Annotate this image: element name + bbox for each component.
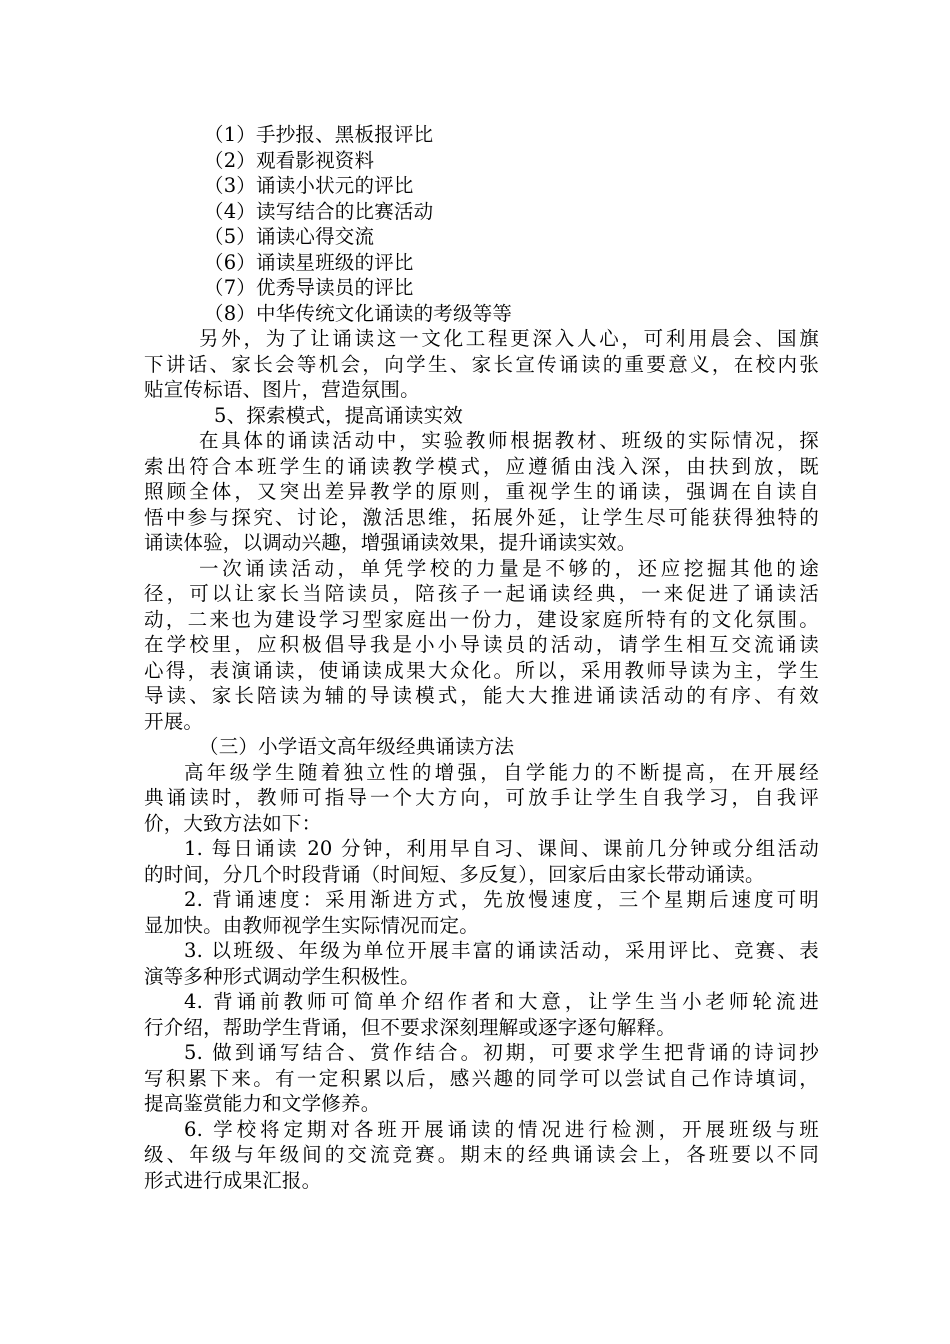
section-heading-5: 5、探索模式，提高诵读实效 [214,403,464,427]
method-item [144,836,819,887]
method-line: 形式进行成果汇报。 [144,1168,322,1192]
method-line: 5. 做到诵写结合、赏作结合。初期，可要求学生把背诵的诗词抄 [184,1041,819,1064]
section-heading-3: （三）小学语文高年级经典诵读方法 [199,735,515,758]
paragraph-mode [144,428,819,556]
paragraph-another [144,326,819,403]
method-line: 行介绍，帮助学生背诵，但不要求深刻理解或逐字逐句解释。 [144,1015,676,1039]
paragraph-once [144,556,819,735]
paragraph-line: 典诵读时，教师可指导一个大方向，可放手让学生自我学习，自我评 [144,786,819,809]
paragraph-line: 高年级学生随着独立性的增强，自学能力的不断提高，在开展经 [184,760,819,784]
method-line: 3. 以班级、年级为单位开展丰富的诵读活动，采用评比、竞赛、表 [184,939,819,962]
method-line: 演等多种形式调动学生积极性。 [144,964,420,988]
document-body [144,122,819,1193]
activity-list [144,122,819,326]
method-line: 的时间，分几个时段背诵（时间短、多反复），回家后由家长带动诵读。 [144,862,765,886]
list-item: （1）手抄报、黑板报评比 [204,123,434,146]
method-item [144,1040,819,1117]
paragraph-line: 照顾全体，又突出差异教学的原则，重视学生的诵读，强调在自读自 [144,480,819,503]
paragraph-line: 动，二来也为建设学习型家庭出一份力，建设家庭所特有的文化氛围。 [144,607,819,631]
method-item [144,887,819,938]
paragraph-line: 索出符合本班学生的诵读教学模式，应遵循由浅入深，由扶到放，既 [144,454,819,478]
list-item: （5）诵读心得交流 [204,225,375,248]
list-item: （3）诵读小状元的评比 [204,174,414,197]
list-item: （8）中华传统文化诵读的考级等等 [204,301,513,325]
method-list [144,836,819,1193]
paragraph-line: 另外，为了让诵读这一文化工程更深入人心，可利用晨会、国旗 [199,327,819,350]
method-item [144,1117,819,1194]
method-line: 6. 学校将定期对各班开展诵读的情况进行检测，开展班级与班 [184,1117,819,1141]
method-line: 提高鉴赏能力和文学修养。 [144,1092,381,1115]
paragraph-line: 径，可以让家长当陪读员，陪孩子一起诵读经典，一来促进了诵读活 [144,582,819,605]
paragraph-line: 价，大致方法如下： [144,811,322,835]
method-line: 写积累下来。有一定积累以后，感兴趣的同学可以尝试自己作诗填词， [144,1066,819,1090]
paragraph-line: 悟中参与探究、讨论，激活思维，拓展外延，让学生尽可能获得独特的 [144,505,819,529]
method-line: 级、年级与年级间的交流竞赛。期末的经典诵读会上，各班要以不同 [144,1143,819,1166]
method-line: 1. 每日诵读 20 分钟，利用早自习、课间、课前几分钟或分组活动 [184,837,819,860]
list-item: （6）诵读星班级的评比 [204,250,414,274]
method-line: 2. 背诵速度：采用渐进方式，先放慢速度，三个星期后速度可明 [184,888,819,911]
list-item: （4）读写结合的比赛活动 [204,199,434,223]
paragraph-line: 一次诵读活动，单凭学校的力量是不够的，还应挖掘其他的途 [199,556,819,580]
paragraph-line: 在具体的诵读活动中，实验教师根据教材、班级的实际情况，探 [199,429,819,452]
paragraph-senior [144,760,819,837]
paragraph-line: 贴宣传标语、图片，营造氛围。 [144,378,420,401]
paragraph-line: 在学校里，应积极倡导我是小小导读员的活动，请学生相互交流诵读 [144,633,819,656]
paragraph-line: 心得，表演诵读，使诵读成果大众化。所以，采用教师导读为主，学生 [144,658,819,682]
list-item: （7）优秀导读员的评比 [204,276,414,299]
paragraph-line: 诵读体验，以调动兴趣，增强诵读效果，提升诵读实效。 [144,531,637,554]
method-item [144,938,819,989]
paragraph-line: 导读、家长陪读为辅的导读模式，能大大推进诵读活动的有序、有效 [144,684,819,707]
paragraph-line: 开展。 [144,709,204,733]
paragraph-line: 下讲话、家长会等机会，向学生、家长宣传诵读的重要意义，在校内张 [144,352,819,376]
method-line: 显加快。由教师视学生实际情况而定。 [144,913,479,937]
method-line: 4. 背诵前教师可简单介绍作者和大意，让学生当小老师轮流进 [184,990,819,1013]
method-item [144,989,819,1040]
list-item: （2）观看影视资料 [204,148,375,172]
